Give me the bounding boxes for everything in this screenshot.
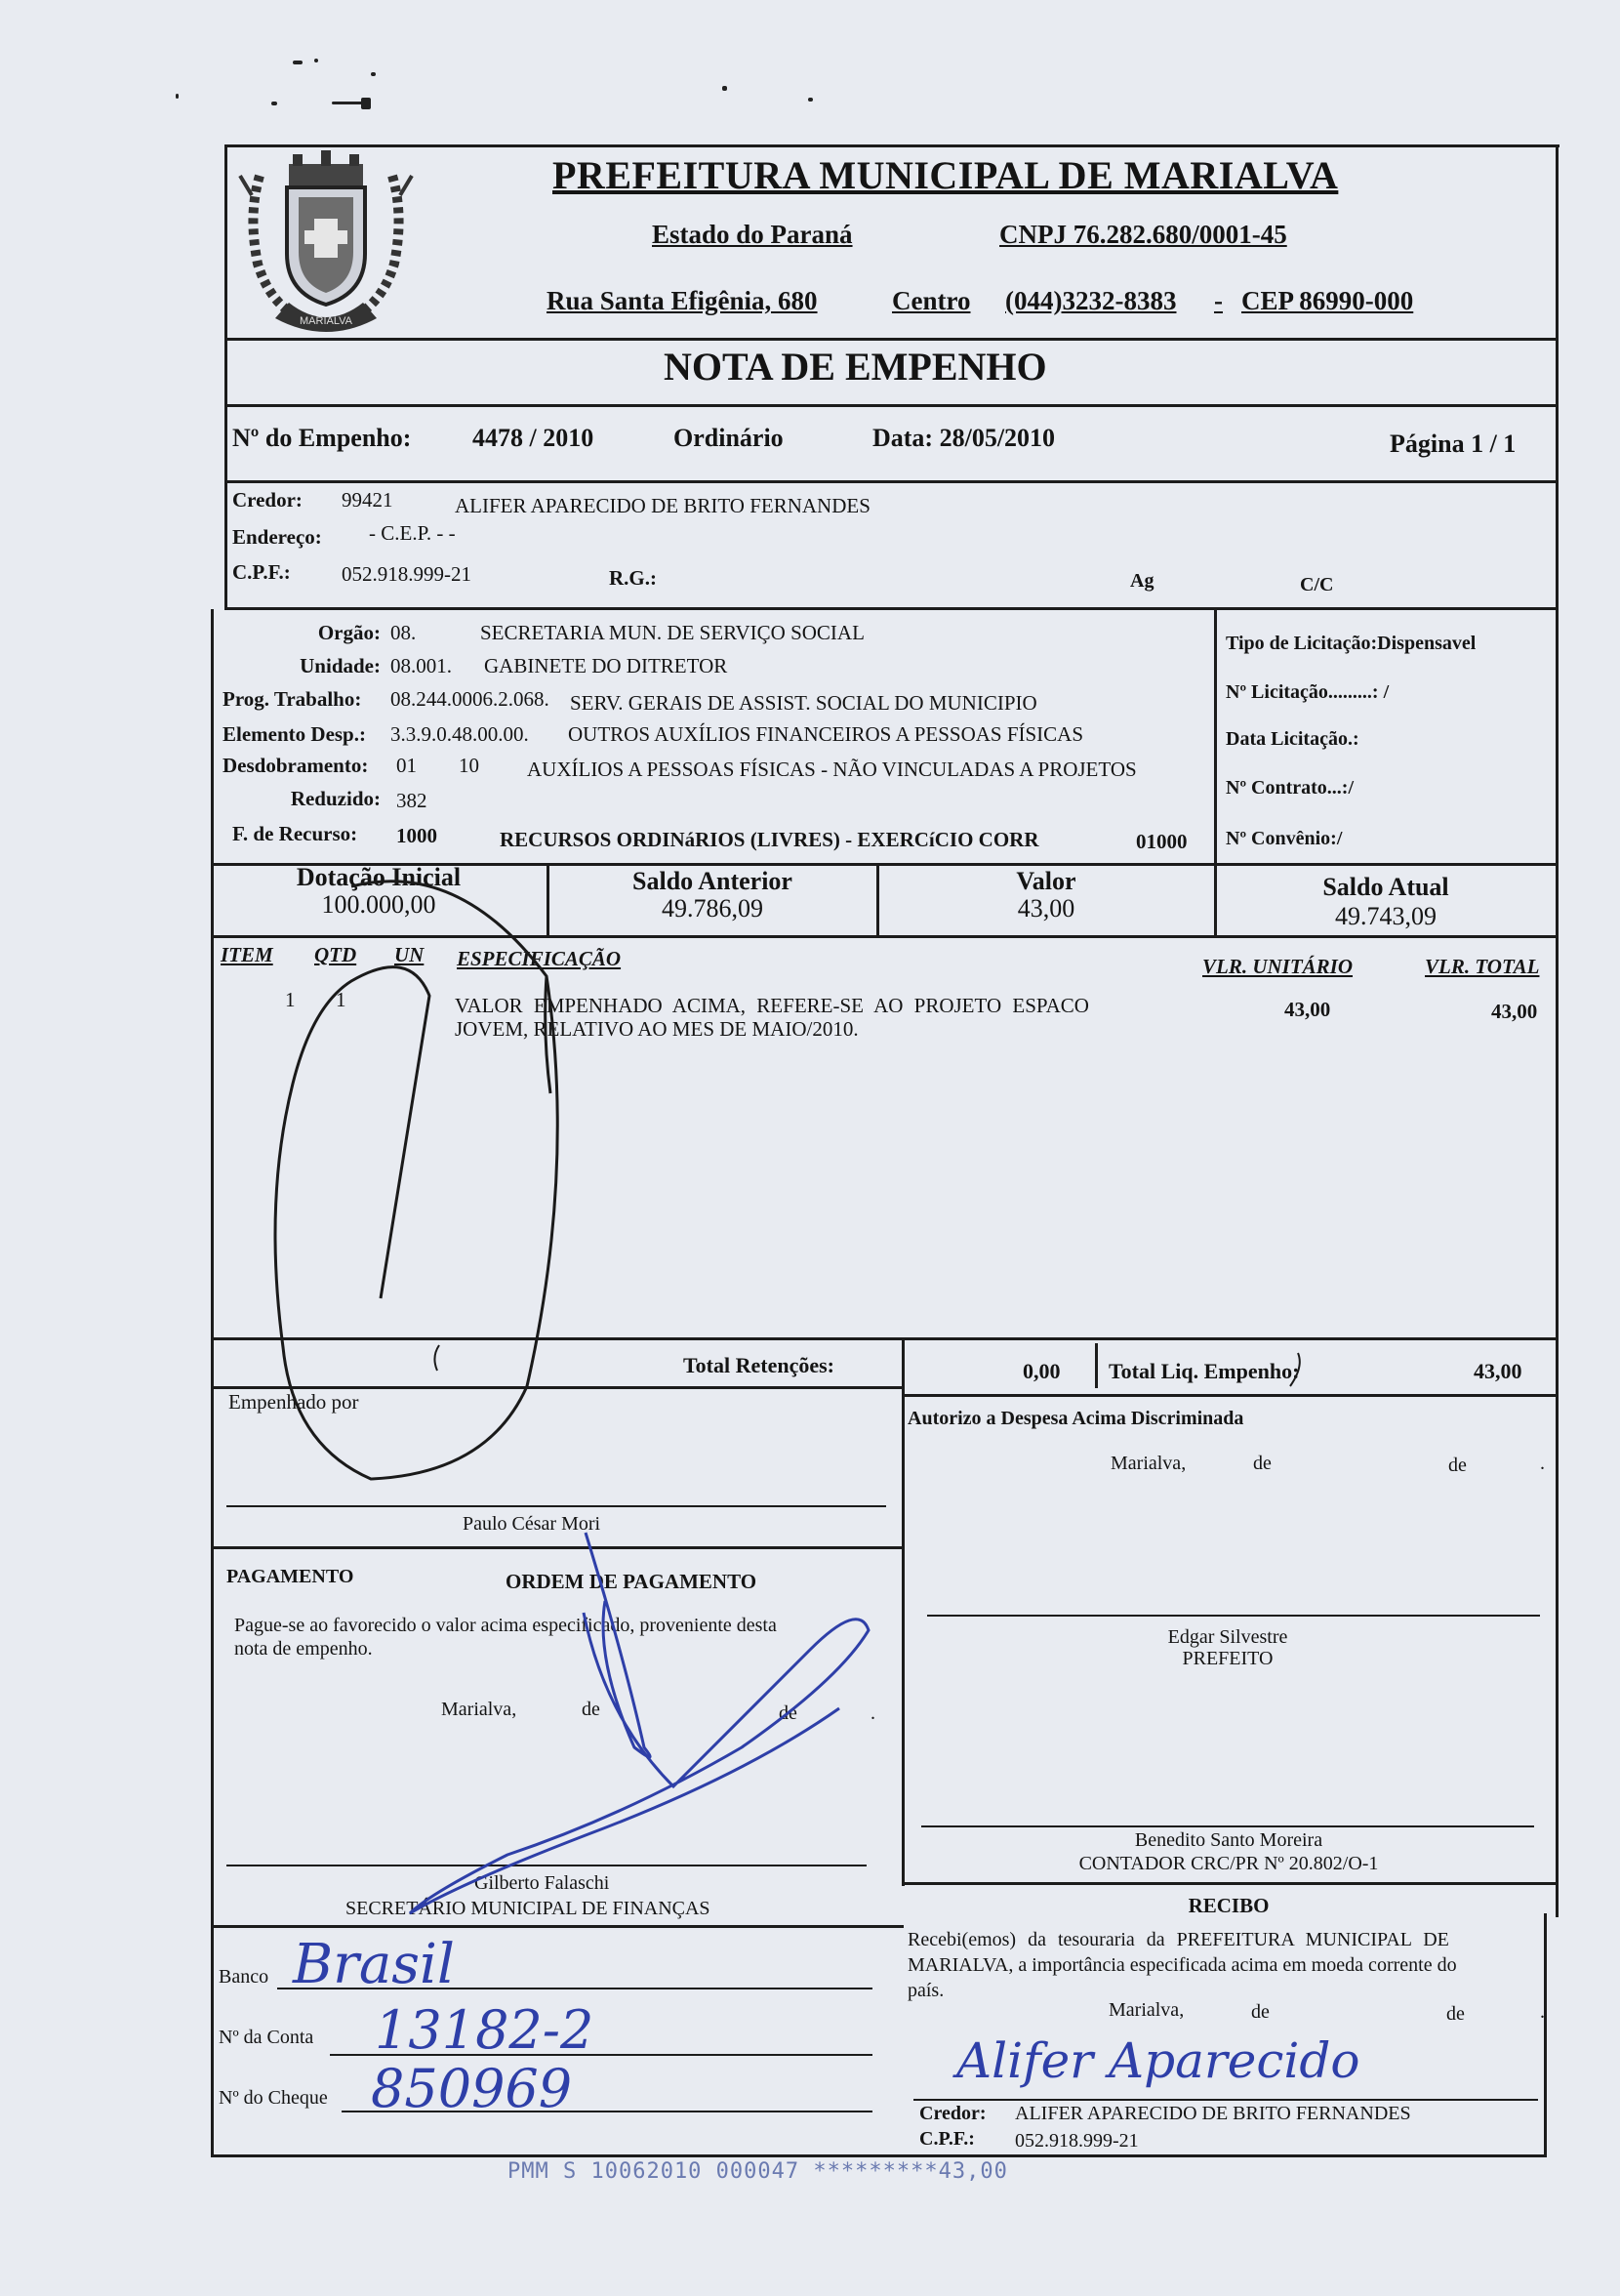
convenio-numero: Nº Convênio:/ <box>1226 828 1343 849</box>
autorizo-dot: . <box>1540 1453 1545 1474</box>
desdobramento-name: AUXÍLIOS A PESSOAS FÍSICAS - NÃO VINCULADAS A PROJETOS <box>527 758 1137 781</box>
elemento-label: Elemento Desp.: <box>223 722 366 746</box>
saldo-atual-value: 49.743,09 <box>1335 902 1437 930</box>
desdobramento-label: Desdobramento: <box>223 754 369 777</box>
autorizo-city: Marialva, <box>1111 1453 1187 1474</box>
row-total-value: 43,00 <box>1491 1000 1538 1023</box>
recibo-cpf-value: 052.918.999-21 <box>1015 2130 1139 2152</box>
autorizo-de2: de <box>1448 1455 1467 1476</box>
prog-code: 08.244.0006.2.068. <box>390 687 549 711</box>
edgar-signatory: Edgar Silvestre <box>1167 1626 1288 1648</box>
credor-signature: Alifer Aparecido <box>956 2032 1360 2089</box>
col-valor-unitario: VLR. UNITÁRIO <box>1202 955 1354 978</box>
rg-label: R.G.: <box>609 566 657 590</box>
reduzido-value: 382 <box>396 789 427 812</box>
recibo-credor-name: ALIFER APARECIDO DE BRITO FERNANDES <box>1015 2103 1411 2124</box>
recurso-code: 1000 <box>396 824 437 847</box>
paulo-signatory: Paulo César Mori <box>463 1513 601 1535</box>
cheque-label: Nº do Cheque <box>219 2087 328 2109</box>
elemento-code: 3.3.9.0.48.00.00. <box>390 722 529 746</box>
benedito-signatory: Benedito Santo Moreira <box>1134 1829 1323 1851</box>
recurso-name: RECURSOS ORDINáRIOS (LIVRES) - EXERCíCIO CORR <box>500 828 1039 851</box>
valor-value: 43,00 <box>1017 894 1075 922</box>
pague-se-line2: nota de empenho. <box>234 1638 373 1660</box>
prefeito-title: PREFEITO <box>1182 1648 1274 1669</box>
recibo-title: RECIBO <box>1188 1894 1270 1917</box>
cheque-handwritten: 850969 <box>371 2058 573 2119</box>
row-qtd: 1 <box>336 988 346 1011</box>
pague-se-line1: Pague-se ao favorecido o valor acima especificado, proveniente desta <box>234 1615 777 1636</box>
institution-title: PREFEITURA MUNICIPAL DE MARIALVA <box>552 153 1339 197</box>
row-description-line1: VALOR EMPENHADO ACIMA, REFERE-SE AO PROJETO ESPACO <box>455 994 1089 1017</box>
prog-name: SERV. GERAIS DE ASSIST. SOCIAL DO MUNICIPIO <box>570 691 1037 715</box>
valor-label: Valor <box>1016 867 1076 895</box>
ordem-pagamento-label: ORDEM DE PAGAMENTO <box>506 1570 757 1593</box>
recibo-cpf-label: C.P.F.: <box>919 2128 975 2150</box>
licitacao-tipo: Tipo de Licitação:Dispensavel <box>1226 633 1477 654</box>
saldo-anterior-value: 49.786,09 <box>662 894 763 922</box>
col-qtd: QTD <box>314 943 357 966</box>
autorizo-de1: de <box>1253 1453 1272 1474</box>
conta-label: Nº da Conta <box>219 2027 314 2048</box>
recurso-number: 01000 <box>1136 830 1188 853</box>
page-number: Página 1 / 1 <box>1390 430 1517 458</box>
empenho-type: Ordinário <box>673 424 784 452</box>
reduzido-label: Reduzido: <box>290 787 381 810</box>
svg-text:MARIALVA: MARIALVA <box>300 315 352 327</box>
empenho-number: 4478 / 2010 <box>472 424 594 452</box>
contrato-numero: Nº Contrato...:/ <box>1226 777 1355 799</box>
banco-label: Banco <box>219 1966 269 1988</box>
state-label: Estado do Paraná <box>652 220 853 249</box>
recibo-de2: de <box>1446 2003 1465 2025</box>
recibo-de1: de <box>1251 2001 1270 2023</box>
autorizo-label: Autorizo a Despesa Acima Discriminada <box>908 1408 1244 1429</box>
credor-code: 99421 <box>342 488 393 512</box>
gilberto-signatory: Gilberto Falaschi <box>474 1872 610 1894</box>
endereco-value: - C.E.P. - - <box>369 521 456 545</box>
col-valor-total: VLR. TOTAL <box>1425 955 1540 978</box>
row-item: 1 <box>285 988 296 1011</box>
account-label: C/C <box>1300 574 1334 595</box>
dotacao-value: 100.000,00 <box>321 890 436 919</box>
recibo-line2: MARIALVA, a importância especificada acima em moeda corrente do <box>908 1954 1457 1976</box>
unidade-code: 08.001. <box>390 654 452 677</box>
unidade-name: GABINETE DO DITRETOR <box>484 654 728 677</box>
desdobramento-b: 10 <box>459 754 479 777</box>
recibo-credor-label: Credor: <box>919 2103 987 2124</box>
cep-label: CEP 86990-000 <box>1241 286 1414 315</box>
col-item: ITEM <box>221 943 273 966</box>
orgao-code: 08. <box>390 621 417 644</box>
contador-title: CONTADOR CRC/PR Nº 20.802/O-1 <box>1078 1853 1379 1874</box>
recurso-label: F. de Recurso: <box>232 822 358 845</box>
credor-name: ALIFER APARECIDO DE BRITO FERNANDES <box>455 494 871 517</box>
cpf-value: 052.918.999-21 <box>342 562 471 586</box>
mechanical-stamp: PMM S 10062010 000047 *********43,00 <box>507 2159 1008 2184</box>
agency-label: Ag <box>1130 570 1154 592</box>
recibo-line1: Recebi(emos) da tesouraria da PREFEITURA MUNICIPAL DE <box>908 1929 1449 1950</box>
municipal-crest-logo <box>230 137 422 342</box>
empenhado-por-label: Empenhado por <box>228 1390 359 1414</box>
cnpj-label: CNPJ 76.282.680/0001-45 <box>999 220 1287 249</box>
empenho-number-label: Nº do Empenho: <box>232 424 412 452</box>
prog-label: Prog. Trabalho: <box>223 687 362 711</box>
orgao-name: SECRETARIA MUN. DE SERVIÇO SOCIAL <box>480 621 865 644</box>
pagamento-de1: de <box>582 1699 600 1720</box>
endereco-label: Endereço: <box>232 525 322 549</box>
dash-separator: - <box>1214 286 1223 315</box>
pagamento-city: Marialva, <box>441 1699 517 1720</box>
total-liquido-value: 43,00 <box>1474 1359 1522 1383</box>
row-unit-value: 43,00 <box>1284 998 1331 1021</box>
banco-handwritten: Brasil <box>293 1933 455 1996</box>
secretario-title: SECRETÁRIO MUNICIPAL DE FINANÇAS <box>345 1898 710 1919</box>
pagamento-dot: . <box>871 1702 875 1724</box>
licitacao-data: Data Licitação.: <box>1226 728 1359 750</box>
empenho-date: Data: 28/05/2010 <box>872 424 1056 452</box>
district-label: Centro <box>892 286 971 315</box>
saldo-atual-label: Saldo Atual <box>1322 873 1449 901</box>
credor-label: Credor: <box>232 488 303 512</box>
row-description-line2: JOVEM, RELATIVO AO MES DE MAIO/2010. <box>455 1017 859 1041</box>
cpf-label: C.P.F.: <box>232 560 291 584</box>
col-un: UN <box>394 943 425 966</box>
recibo-line3: país. <box>908 1980 945 2001</box>
elemento-name: OUTROS AUXÍLIOS FINANCEIROS A PESSOAS FÍSICAS <box>568 722 1084 746</box>
dotacao-label: Dotação Inicial <box>296 863 462 891</box>
recibo-city: Marialva, <box>1109 1999 1185 2021</box>
pagamento-label: PAGAMENTO <box>226 1566 354 1587</box>
retencoes-label: Total Retenções: <box>683 1353 834 1377</box>
col-especificacao: ESPECIFICAÇÃO <box>457 947 622 970</box>
retencoes-value: 0,00 <box>1023 1359 1061 1383</box>
document-title: NOTA DE EMPENHO <box>664 345 1047 389</box>
pagamento-de2: de <box>779 1702 797 1724</box>
total-liquido-label: Total Liq. Empenho: <box>1109 1359 1300 1383</box>
recibo-dot: . <box>1540 2001 1545 2023</box>
orgao-label: Orgão: <box>317 621 381 644</box>
address-label: Rua Santa Efigênia, 680 <box>547 286 818 315</box>
phone-label: (044)3232-8383 <box>1005 286 1177 315</box>
saldo-anterior-label: Saldo Anterior <box>632 867 792 895</box>
licitacao-numero: Nº Licitação.........: / <box>1226 681 1390 703</box>
desdobramento-a: 01 <box>396 754 417 777</box>
unidade-label: Unidade: <box>300 654 381 677</box>
conta-handwritten: 13182-2 <box>375 1999 594 2061</box>
